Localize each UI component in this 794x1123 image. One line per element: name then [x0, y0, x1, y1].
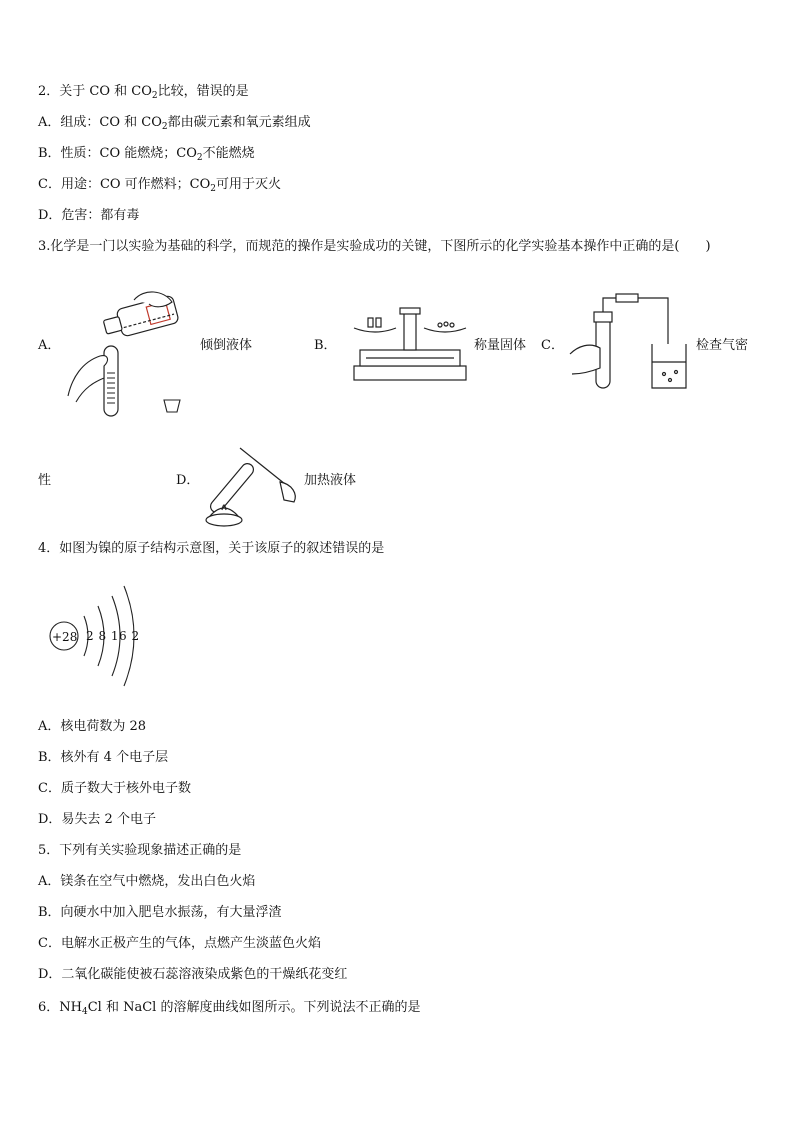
- pouring-liquid-figure: [64, 278, 194, 428]
- balance-scale-figure: [350, 306, 470, 386]
- q3-option-a-caption: 倾倒液体: [200, 338, 253, 353]
- q2-option-a[interactable]: A．组成：CO 和 $CO_2$都由碳元素和氧元素组成: [38, 115, 311, 132]
- q3-option-d-caption: 加热液体: [304, 473, 357, 488]
- q5-stem: 5．下列有关实验现象描述正确的是: [38, 843, 242, 858]
- electron-shells-label: 2 8 16 2: [86, 629, 140, 643]
- q5-option-a[interactable]: A．镁条在空气中燃烧，发出白色火焰: [38, 874, 256, 889]
- airtightness-check-figure: [568, 290, 692, 392]
- q5-option-b[interactable]: B．向硬水中加入肥皂水振荡，有大量浮渣: [38, 905, 282, 920]
- nucleus-label: +28: [52, 630, 78, 644]
- q5-option-d[interactable]: D．二氧化碳能使被石蕊溶液染成紫色的干燥纸花变红: [38, 967, 348, 982]
- q3-option-c-letter[interactable]: C．: [541, 338, 564, 353]
- q5-option-c[interactable]: C．电解水正极产生的气体，点燃产生淡蓝色火焰: [38, 936, 321, 951]
- q4-option-c[interactable]: C．质子数大于核外电子数: [38, 781, 191, 796]
- q4-option-a[interactable]: A．核电荷数为 28: [38, 719, 147, 734]
- q2-option-b[interactable]: B．性质：CO 能燃烧；$CO_2$不能燃烧: [38, 146, 255, 163]
- q4-option-b[interactable]: B．核外有 4 个电子层: [38, 750, 169, 765]
- q2-option-c[interactable]: C．用途：CO 可作燃料；$CO_2$可用于灭火: [38, 177, 282, 194]
- q2-stem: 2．关于 CO 和 $CO_2$比较，错误的是: [38, 84, 249, 101]
- q3-option-c-caption-cont: 性: [38, 473, 52, 488]
- q3-option-a-letter[interactable]: A．: [38, 338, 61, 353]
- q4-option-d[interactable]: D．易失去 2 个电子: [38, 812, 156, 827]
- q3-option-c-caption: 检查气密: [696, 338, 749, 353]
- q3-stem: 3.化学是一门以实验为基础的科学，而规范的操作是实验成功的关键，下图所示的化学实验基本操作中正确的是( ): [38, 239, 711, 254]
- q3-option-d-letter[interactable]: D．: [176, 473, 200, 488]
- heating-liquid-figure: [200, 438, 300, 530]
- q3-option-b-letter[interactable]: B．: [314, 338, 337, 353]
- q2-option-d[interactable]: D．危害：都有毒: [38, 208, 140, 223]
- q3-option-b-caption: 称量固体: [474, 338, 527, 353]
- q4-stem: 4．如图为镍的原子结构示意图，关于该原子的叙述错误的是: [38, 541, 385, 556]
- q6-stem: 6．$NH_4Cl$ 和 NaCl 的溶解度曲线如图所示。下列说法不正确的是: [38, 1000, 421, 1017]
